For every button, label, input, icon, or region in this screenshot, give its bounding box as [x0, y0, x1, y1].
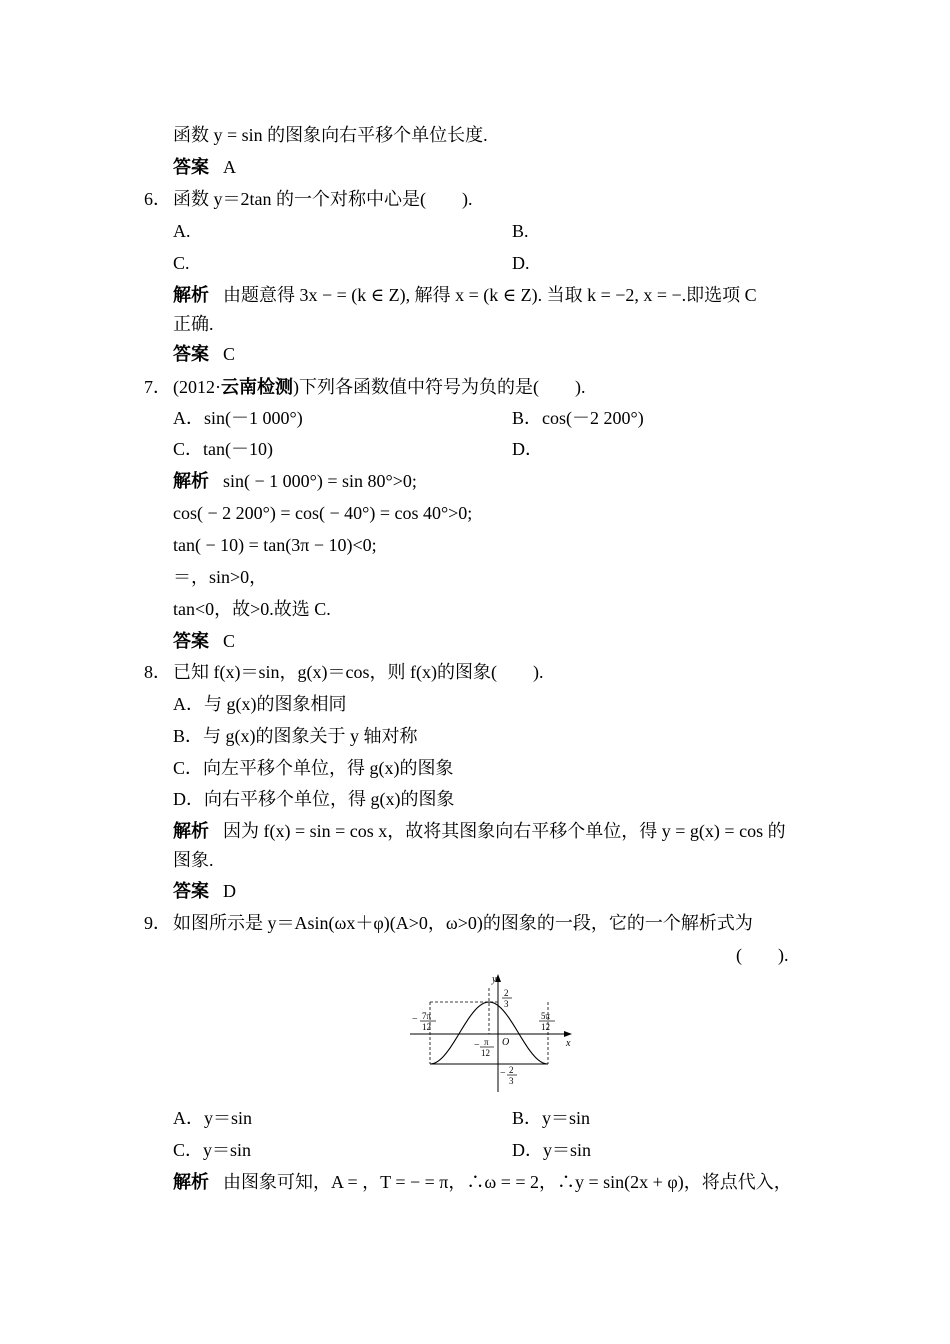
answer-value: A	[223, 157, 236, 177]
prev-solution-text: 函数 y = sin 的图象向右平移个单位长度.	[173, 125, 488, 145]
q7-answer-line	[173, 630, 235, 652]
q9-answer-blank: ( ).	[736, 945, 789, 965]
solution-label: 解析	[173, 285, 209, 305]
q6-option-d: D.	[512, 253, 530, 273]
q9-option-a: A．y＝sin	[173, 1108, 253, 1128]
q7-stem	[173, 376, 585, 398]
q6-solution-line-1	[173, 284, 757, 306]
q9-sine-graph	[406, 972, 576, 1096]
solution-text: 由题意得 3x − = (k ∈ Z), 解得 x = (k ∈ Z). 当取 k = −2, x = −.即选项 C	[223, 285, 757, 305]
q6-solution-line-2: 正确.	[173, 314, 214, 334]
x-axis-arrow-icon	[564, 1031, 572, 1037]
min-value-numerator: 2	[509, 1065, 514, 1075]
answer-value: C	[223, 631, 236, 651]
q6-stem: 函数 y＝2tan 的一个对称中心是( ).	[173, 189, 473, 209]
solution-text: sin( − 1 000°) = sin 80°>0;	[223, 471, 417, 491]
q7-stem-suffix: )下列各函数值中符号为负的是( ).	[293, 377, 586, 397]
peak-tick-numerator: π	[484, 1037, 489, 1047]
q6-option-c: C.	[173, 253, 190, 273]
left-tick-sign: −	[412, 1014, 418, 1025]
q8-answer-line	[173, 880, 236, 902]
q7-solution-line-4: ＝，sin>0，	[173, 567, 268, 587]
answer-label: 答案	[173, 344, 209, 364]
right-tick-numerator: 5π	[541, 1011, 551, 1021]
q8-option-c: C．向左平移个单位，得 g(x)的图象	[173, 758, 454, 778]
q7-stem-prefix: (2012·	[173, 377, 221, 397]
right-tick-denominator: 12	[541, 1022, 550, 1032]
q9-option-c: C．y＝sin	[173, 1140, 252, 1160]
q9-stem: 如图所示是 y＝Asin(ωx＋φ)(A>0，ω>0)的图象的一段，它的一个解析式为	[173, 913, 753, 933]
peak-tick-denominator: 12	[481, 1048, 490, 1058]
q9-option-b: B．y＝sin	[512, 1108, 591, 1128]
answer-label: 答案	[173, 881, 209, 901]
prev-answer-line	[173, 156, 236, 178]
q8-solution-line-1	[173, 820, 786, 842]
q8-option-a: A．与 g(x)的图象相同	[173, 694, 347, 714]
q7-option-a: A．sin(－1 000°)	[173, 408, 303, 428]
left-tick-numerator: 7π	[422, 1011, 432, 1021]
solution-text: 由图象可知，A = ，T = − = π，∴ω = = 2，∴y = sin(2x + φ)，将点代入，	[223, 1172, 792, 1192]
q7-solution-line-3: tan( − 10) = tan(3π − 10)<0;	[173, 535, 377, 555]
q8-option-b: B．与 g(x)的图象关于 y 轴对称	[173, 726, 418, 746]
left-tick-denominator: 12	[422, 1022, 431, 1032]
answer-value: D	[223, 881, 236, 901]
x-axis-label: x	[566, 1038, 571, 1049]
q8-solution-line-2: 图象.	[173, 850, 214, 870]
solution-label: 解析	[173, 1172, 209, 1192]
q8-option-d: D．向右平移个单位，得 g(x)的图象	[173, 789, 455, 809]
min-value-sign: −	[500, 1068, 506, 1079]
q7-option-d: D．	[512, 439, 543, 459]
q6-option-b: B.	[512, 221, 529, 241]
q7-number: 7．	[144, 377, 171, 397]
solution-label: 解析	[173, 821, 209, 841]
q6-answer-line	[173, 343, 235, 365]
solution-label: 解析	[173, 471, 209, 491]
answer-value: C	[223, 344, 236, 364]
q8-stem: 已知 f(x)＝sin，g(x)＝cos，则 f(x)的图象( ).	[173, 662, 544, 682]
max-value-numerator: 2	[504, 988, 509, 998]
solution-text: 因为 f(x) = sin = cos x，故将其图象向右平移个单位，得 y = g(x) = cos 的	[223, 821, 786, 841]
answer-label: 答案	[173, 631, 209, 651]
q7-option-b: B．cos(－2 200°)	[512, 408, 644, 428]
peak-tick-sign: −	[474, 1040, 480, 1051]
q7-solution-line-2: cos( − 2 200°) = cos( − 40°) = cos 40°>0;	[173, 503, 473, 523]
q8-number: 8．	[144, 662, 171, 682]
q9-solution-line-1	[173, 1171, 792, 1193]
y-axis-label: y	[492, 974, 497, 985]
q7-solution-line-1	[173, 470, 417, 492]
q7-option-c: C．tan(－10)	[173, 439, 273, 459]
min-value-denominator: 3	[509, 1076, 514, 1086]
q9-number: 9．	[144, 913, 171, 933]
answer-label: 答案	[173, 157, 209, 177]
q7-solution-line-5: tan<0，故>0.故选 C.	[173, 599, 331, 619]
q9-option-d: D．y＝sin	[512, 1140, 592, 1160]
q6-option-a: A.	[173, 221, 191, 241]
q6-number: 6．	[144, 189, 171, 209]
q7-source: 云南检测	[221, 377, 293, 397]
origin-label: O	[502, 1037, 510, 1048]
max-value-denominator: 3	[504, 999, 509, 1009]
